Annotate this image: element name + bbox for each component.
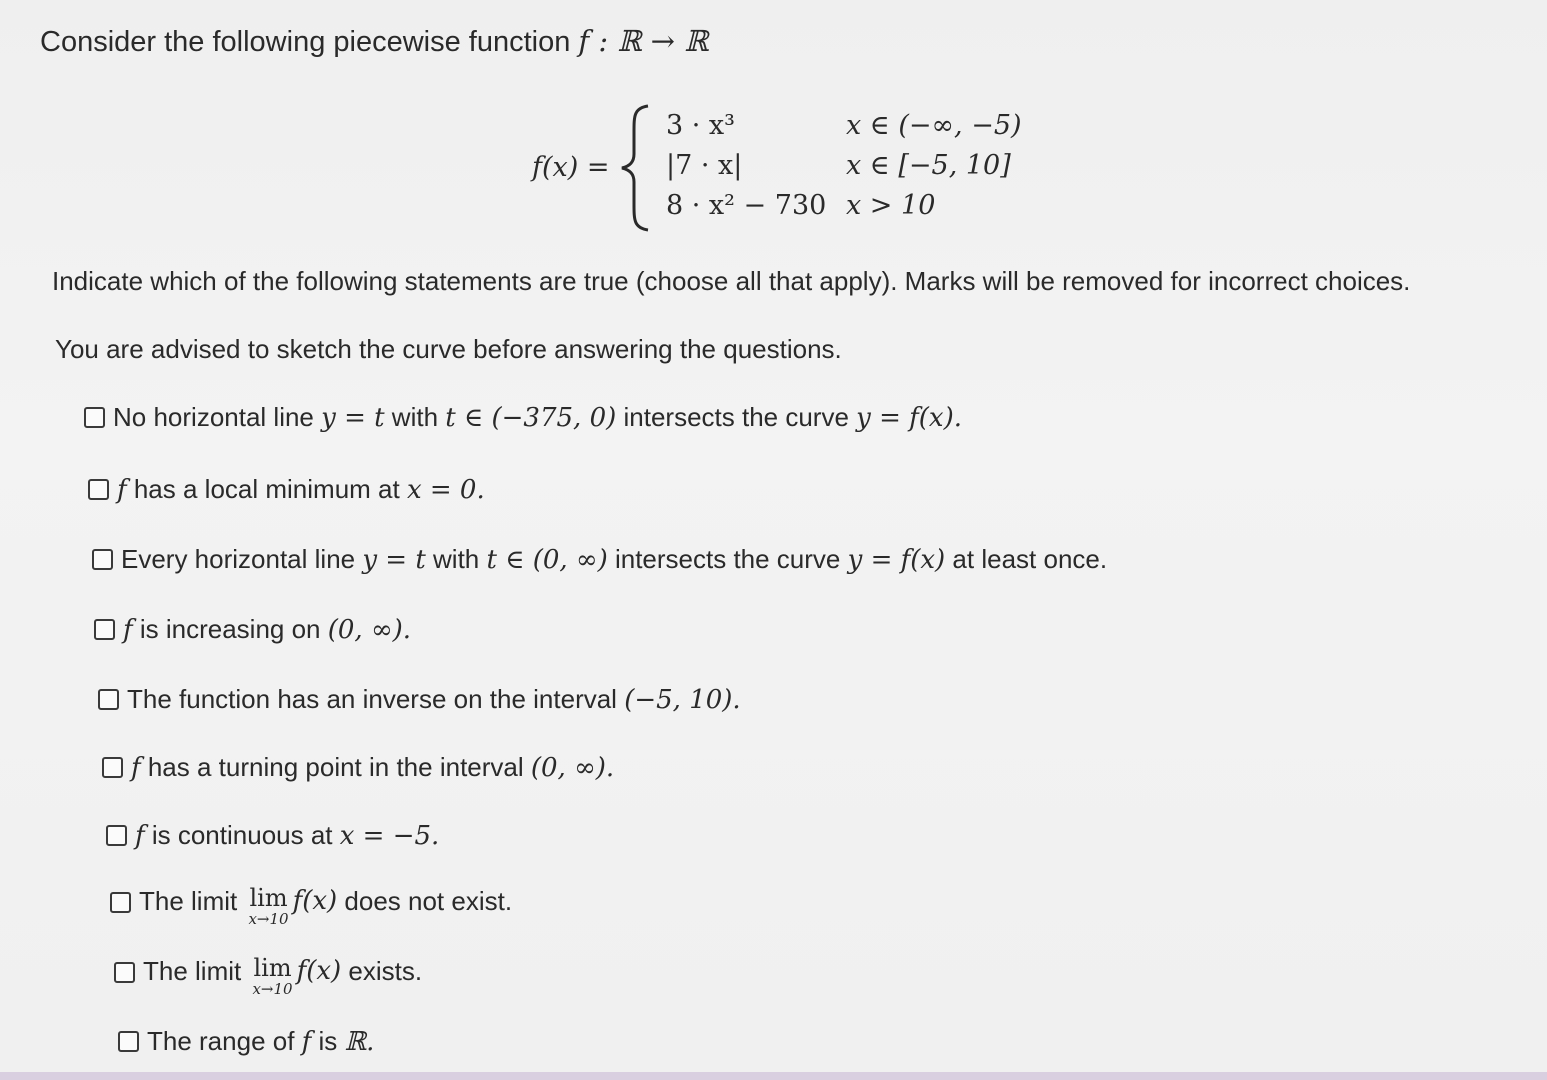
option-1-checkbox[interactable] (84, 407, 105, 428)
case-2-expression: |7 · x| (666, 150, 743, 181)
option-2-checkbox[interactable] (88, 479, 109, 500)
option-3-math-3: y = f(x) (847, 544, 946, 575)
option-1[interactable] (84, 402, 962, 433)
option-4-text-mid: is increasing on (132, 614, 328, 644)
option-3-math-1: y = t (362, 544, 426, 575)
option-5-text-before: The function has an inverse on the interval (127, 684, 625, 714)
option-10-math-2: ℝ. (344, 1026, 375, 1057)
option-3-checkbox[interactable] (92, 549, 113, 570)
option-8-text-mid: does not exist. (337, 886, 513, 916)
option-5-checkbox[interactable] (98, 689, 119, 710)
option-7-math-1: f (135, 820, 145, 851)
option-9-limit (252, 956, 292, 997)
option-10-text-before: The range of (147, 1026, 302, 1056)
option-6[interactable] (102, 752, 614, 783)
option-8-math-1: f(x) (292, 886, 338, 916)
option-1-math-1: y = t (321, 402, 385, 433)
case-1-condition: x ∈ (−∞, −5) (846, 110, 1022, 141)
option-1-text-mid: with (384, 402, 446, 432)
option-8-checkbox[interactable] (110, 892, 131, 913)
heading-math: f : ℝ → ℝ (578, 24, 709, 58)
option-1-math-2: t ∈ (−375, 0) (445, 402, 617, 433)
option-5[interactable] (98, 684, 741, 715)
option-4-checkbox[interactable] (94, 619, 115, 640)
option-4-math-1: f (123, 614, 133, 645)
piecewise-definition (532, 110, 1052, 230)
option-2-math-2: x = 0. (406, 474, 485, 505)
option-6-math-1: f (131, 752, 141, 783)
option-4-math-2: (0, ∞). (327, 614, 412, 645)
option-9-math-1: f(x) (296, 956, 342, 986)
option-9-lim: lim (253, 954, 292, 982)
left-brace-icon (616, 102, 656, 234)
heading-text: Consider the following piecewise function (40, 26, 571, 58)
case-3-expression: 8 · x² − 730 (666, 190, 827, 221)
option-2-math-1: f (117, 474, 127, 505)
option-6-text-mid: has a turning point in the interval (140, 752, 531, 782)
option-8-text-before: The limit (139, 886, 245, 916)
option-7-checkbox[interactable] (106, 825, 127, 846)
case-1-expression: 3 · x³ (666, 110, 735, 141)
option-9-lim-sub: x→10 (252, 980, 293, 998)
option-8-lim: lim (249, 884, 288, 912)
option-9[interactable] (114, 956, 422, 997)
option-3[interactable] (92, 544, 1107, 575)
option-7-math-2: x = −5. (339, 820, 440, 851)
option-10-checkbox[interactable] (118, 1031, 139, 1052)
option-3-math-2: t ∈ (0, ∞) (486, 544, 608, 575)
option-1-text-before: No horizontal line (113, 402, 322, 432)
option-2[interactable] (88, 474, 485, 505)
option-10-math-1: f (301, 1026, 312, 1057)
option-7-text-mid: is continuous at (144, 820, 340, 850)
option-6-checkbox[interactable] (102, 757, 123, 778)
option-1-text-after: intersects the curve (616, 402, 857, 432)
option-5-math-1: (−5, 10). (624, 684, 741, 715)
option-9-text-before: The limit (143, 956, 249, 986)
option-3-text-mid: with (425, 544, 487, 574)
option-10-text-mid: is (311, 1026, 345, 1056)
option-9-checkbox[interactable] (114, 962, 135, 983)
option-3-text-before: Every horizontal line (121, 544, 363, 574)
option-3-text-after: intersects the curve (607, 544, 848, 574)
option-10[interactable] (118, 1026, 374, 1057)
option-4[interactable] (94, 614, 411, 645)
case-2-condition: x ∈ [−5, 10] (846, 150, 1011, 181)
instructions-line-2: You are advised to sketch the curve before answering the questions. (55, 334, 842, 364)
option-7[interactable] (106, 820, 439, 851)
option-1-math-3: y = f(x). (856, 402, 962, 433)
option-9-text-mid: exists. (341, 956, 423, 986)
option-8[interactable] (110, 886, 512, 927)
option-8-lim-sub: x→10 (248, 910, 289, 928)
option-8-limit (248, 886, 288, 927)
instructions-line-1: Indicate which of the following statements are true (choose all that apply). Marks will be removed for incorrect choices. (52, 266, 1411, 296)
case-3-condition: x > 10 (846, 190, 936, 221)
question-heading (40, 24, 708, 59)
piecewise-lhs: f(x) = (532, 152, 610, 183)
option-6-math-2: (0, ∞). (530, 752, 615, 783)
option-2-text-mid: has a local minimum at (126, 474, 407, 504)
bottom-edge-strip (0, 1072, 1547, 1080)
option-3-text-end: at least once. (945, 544, 1108, 574)
